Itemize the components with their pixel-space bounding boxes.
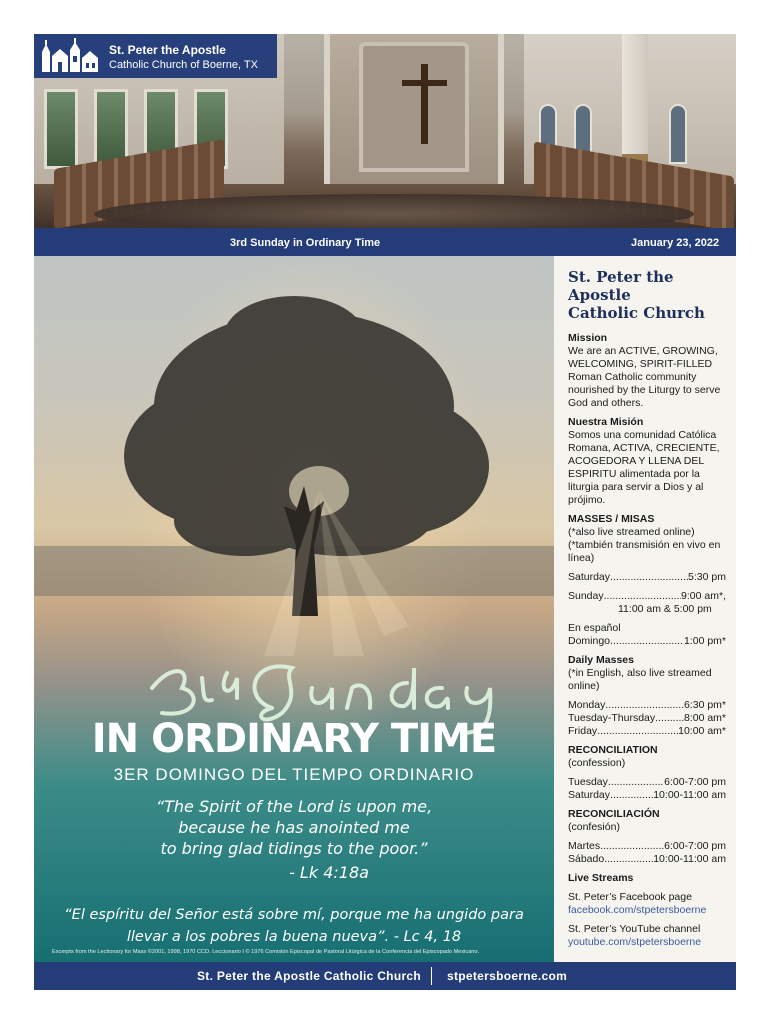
masses-note-en: (*also live streamed online) [568, 526, 695, 538]
daily-note: (*in English, also live streamed online) [568, 667, 712, 692]
script-title-text: 3rd Sunday [142, 638, 148, 639]
quote-line: llevar a los pobres la buena nueva”. - Lc 4, 18 [126, 929, 462, 945]
daily-heading: Daily Masses [568, 654, 634, 666]
sidebar-title: St. Peter the Apostle Catholic Church [568, 268, 705, 322]
masses-note-es: (*también transmisión en vivo en línea) [568, 539, 721, 564]
schedule-row-monday: Monday ..... 6:30 pm* [568, 699, 726, 712]
youtube-label: St. Peter’s YouTube channel [568, 923, 701, 935]
parish-name: St. Peter the Apostle [109, 43, 226, 57]
facebook-label: St. Peter’s Facebook page [568, 891, 692, 903]
poster-subheading: 3ER DOMINGO DEL TIEMPO ORDINARIO [113, 765, 475, 784]
youtube-link[interactable]: youtube.com/stpetersboerne [568, 936, 702, 948]
liturgical-occasion: 3rd Sunday in Ordinary Time [230, 237, 381, 249]
reconciliation-heading: RECONCILIATION [568, 744, 658, 756]
footer-website-link[interactable]: stpetersboerne.com [447, 969, 568, 983]
footer-church-name: St. Peter the Apostle Catholic Church [197, 969, 422, 983]
schedule-row-sunday: Sunday ..... 9:00 am*, [568, 590, 726, 603]
schedule-row-saturday: Saturday ..... 5:30 pm [568, 571, 726, 584]
scripture-quote-es [54, 904, 534, 948]
schedule-row-domingo: Domingo ..... 1:00 pm* [568, 635, 726, 648]
mision-text: Somos una comunidad Católica Romana, ACTIVA, CRECIENTE, ACOGEDORA Y LLENA DEL ESPIRITU alimentada por la liturgia para servir a Dios y al prójimo. [568, 429, 720, 506]
schedule-row-tue-thu: Tuesday-Thursday ..... 8:00 am* [568, 712, 726, 725]
reconciliacion-heading: RECONCILIACIÓN [568, 808, 660, 820]
sunday-extra-times: 11:00 am & 5:00 pm [618, 603, 712, 615]
schedule-row-recon-saturday: Saturday ..... 10:00-11:00 am [568, 789, 726, 802]
scripture-reference-en: - Lk 4:18a [289, 863, 369, 882]
scripture-quote-en [34, 796, 554, 859]
footer-bar [34, 962, 736, 990]
facebook-link[interactable]: facebook.com/stpetersboerne [568, 904, 707, 916]
bulletin-date: January 23, 2022 [631, 237, 720, 249]
footer-divider [431, 967, 432, 985]
quote-line: “El espíritu del Señor está sobre mí, porque me ha ungido para [64, 907, 524, 923]
espanol-label: En español [568, 622, 621, 634]
church-building-icon [40, 38, 100, 74]
date-banner [34, 228, 736, 256]
reconciliacion-note: (confesión) [568, 821, 620, 833]
quote-line: to bring glad tidings to the poor.” [160, 839, 428, 858]
masses-heading: MASSES / MISAS [568, 513, 655, 525]
mission-heading: Mission [568, 332, 608, 344]
lectionary-credit: Excerpts from the Lectionary for Mass ©2001, 1998, 1970 CCD. Leccionario I © 1976 Comisión Episcopal de Pastoral Litúrgica de la Conferencia del Episcopado Mexicano. [52, 949, 480, 955]
quote-line: “The Spirit of the Lord is upon me, [155, 797, 433, 816]
parish-info-sidebar [554, 256, 736, 962]
poster-heading: IN ORDINARY TIME [91, 716, 497, 762]
liturgy-poster [34, 256, 554, 962]
parish-logo-block [34, 34, 277, 78]
reconciliation-note: (confession) [568, 757, 626, 769]
schedule-row-friday: Friday ..... 10:00 am* [568, 725, 726, 738]
live-streams-heading: Live Streams [568, 872, 634, 884]
schedule-row-recon-tuesday: Tuesday ..... 6:00-7:00 pm [568, 776, 726, 789]
parish-subtitle: Catholic Church of Boerne, TX [109, 59, 258, 71]
mission-text: We are an ACTIVE, GROWING, WELCOMING, SPIRIT-FILLED Roman Catholic community nourished by the Liturgy to serve God and others. [568, 345, 721, 409]
schedule-row-martes: Martes ..... 6:00-7:00 pm [568, 840, 726, 853]
schedule-row-sabado: Sábado ..... 10:00-11:00 am [568, 853, 726, 866]
quote-line: because he has anointed me [178, 818, 410, 837]
mision-heading: Nuestra Misión [568, 416, 644, 428]
